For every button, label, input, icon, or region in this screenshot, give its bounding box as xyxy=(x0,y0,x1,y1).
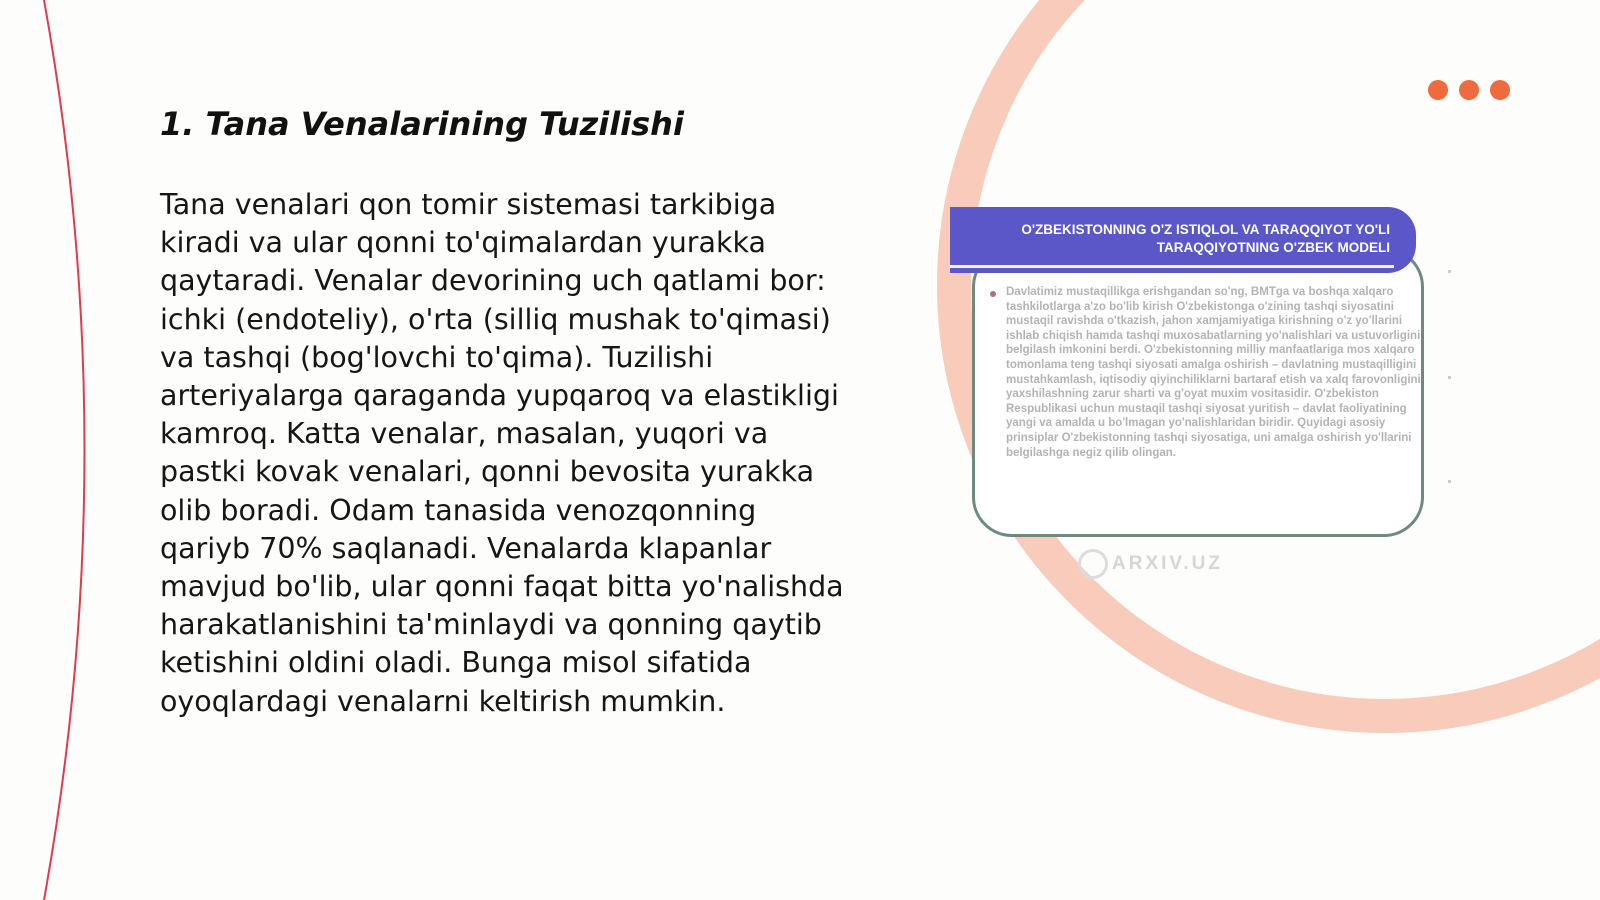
slide-body-text: Tana venalari qon tomir sistemasi tarkibiga kiradi va ular qonni to'qimalardan yurakka qaytaradi. Venalar devorining uch qatlami bor: ichki (endoteliy), o'rta (silliq mushak to'qimasi) va tashqi (bog'lovchi to'qima). Tuzilishi arteriyalarga qaraganda yupqaroq va elastikligi kamroq. Katta venalar, masalan, yuqori va pastki kovak venalari, qonni bevosita yurakka olib boradi. Odam tanasida venozqonning qariyb 70% saqlanadi. Venalarda klapanlar mavjud bo'lib, ular qonni faqat bitta yo'nalishda harakatlanishini ta'minlaydi va qonning qaytib ketishini oldini oladi. Bunga misol sifatida oyoqlardagi venalarni keltirish mumkin. xyxy=(160,188,844,718)
dot-1 xyxy=(1428,80,1448,100)
embedded-slide-thumbnail xyxy=(950,207,1430,547)
watermark-text: ARXIV.UZ xyxy=(1112,553,1223,574)
thumbnail-header-rule xyxy=(950,265,1394,268)
thumbnail-title: O'ZBEKISTONNING O'Z ISTIQLOL VA TARAQQIYOT YO'LI TARAQQIYOTNING O'ZBEK MODELI xyxy=(1021,222,1390,255)
decorative-dots xyxy=(1428,80,1510,100)
left-border-curve xyxy=(44,0,85,900)
watermark xyxy=(1078,549,1223,579)
slide-title: 1. Tana Venalarining Tuzilishi xyxy=(160,105,684,143)
thumbnail-header-bar xyxy=(950,207,1416,273)
dot-3 xyxy=(1490,80,1510,100)
edge-marker xyxy=(1448,480,1451,483)
watermark-logo-icon xyxy=(1078,549,1108,579)
edge-marker xyxy=(1448,270,1451,273)
bullet-icon xyxy=(990,291,996,297)
dot-2 xyxy=(1459,80,1479,100)
thumbnail-body-text: Davlatimiz mustaqillikga erishgandan so'ng, BMTga va boshqa xalqaro tashkilotlarga a'zo bo'lib kirish O'zbekistonga o'zining tashqi siyosatini mustaqil ravishda o'tkazish, jahon xamjamiyatiga kirishning o'z yo'llarini ishlab chiqish hamda tashqi muxosabatlarning yo'nalishlari va ustuvorligini belgilash imkonini berdi. O'zbekistonning milliy manfaatlariga mos xalqaro tomonlama teng tashqi siyosati amalga oshirish – davlatning mustaqilligini mustahkamlash, iqtisodiy qiyinchiliklarni bartaraf etish va xalq farovonligini yaxshilashning zarur sharti va g'oyat muxim vositasidir. O'zbekiston Respublikasi uchun mustaqil tashqi siyosat yuritish – davlat faoliyatining yangi va amalda u bo'lmagan yo'nalishlaridan biridir. Quyidagi asosiy prinsiplar O'zbekistonning tashqi siyosatiga, uni amalga oshirish yo'llarini belgilashga negiz qilib olingan. xyxy=(1006,286,1421,459)
edge-marker xyxy=(1448,376,1451,379)
